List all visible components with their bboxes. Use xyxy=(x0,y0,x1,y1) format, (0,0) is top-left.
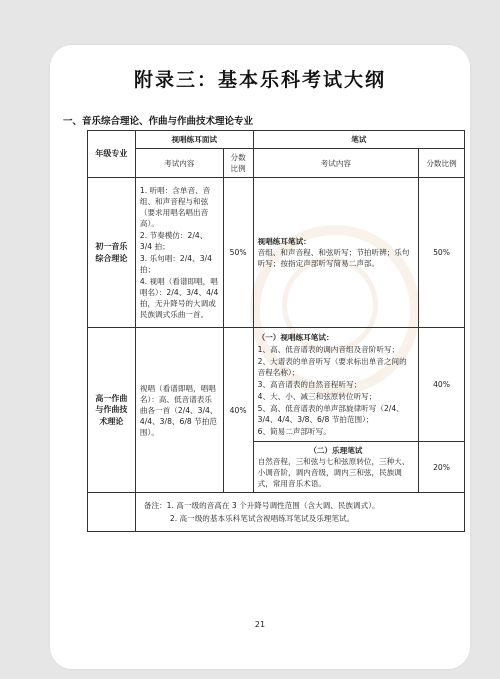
written-part2-cell xyxy=(253,442,418,493)
exam-outline-table xyxy=(87,130,465,532)
written-text: 音组、和声音程、和弦听写；节拍听辨；乐句听写；按指定声部听写简易二声部。 xyxy=(257,248,410,268)
oral-content-cell: 视唱（看谱即唱，唱唱名）：高、低音谱表乐曲各一首（2/4、3/4、4/4、3/8、6/8 节拍范围）。 xyxy=(135,328,223,493)
written-part1-cell xyxy=(253,328,418,442)
oral-ratio-cell: 50% xyxy=(223,178,253,328)
notes-row xyxy=(88,493,465,532)
header-written-exam: 笔试 xyxy=(253,131,464,149)
header-oral-exam: 视唱练耳面试 xyxy=(135,131,253,149)
list-item: 1. 听唱：含单音、音组、和声音程与和弦（要求用唱名唱出音高）。 xyxy=(139,186,211,228)
header-ratio: 分数比例 xyxy=(223,149,253,178)
list-item: 2、大谱表的单音听写（要求标出单音之间的音程名称）； xyxy=(257,357,407,377)
written-part1-ratio: 40% xyxy=(419,328,465,442)
notes-spacer xyxy=(88,493,136,532)
header-ratio-written: 分数比例 xyxy=(419,149,465,178)
table-header-row xyxy=(88,131,465,149)
table-row xyxy=(88,178,465,328)
list-item: 6、简易二声部听写。 xyxy=(257,427,331,436)
grade-cell: 高一作曲与作曲技术理论 xyxy=(88,328,136,493)
written-part2-heading: （二）乐理笔试 xyxy=(309,446,363,455)
written-part2-text: 自然音程，三和弦与七和弦原转位，三种大、小调音阶，调内音级，调内三和弦，民族调式，常用音乐术语。 xyxy=(257,457,410,488)
oral-ratio-cell: 40% xyxy=(223,328,253,493)
list-item: 4、大、小、减三和弦原转位听写； xyxy=(257,392,377,401)
written-ratio-cell: 50% xyxy=(419,178,465,328)
written-part2-ratio: 20% xyxy=(419,442,465,493)
oral-content-cell xyxy=(135,178,223,328)
written-part1-heading: （一）视唱练耳笔试： xyxy=(257,333,334,342)
notes-cell xyxy=(135,493,464,532)
header-content: 考试内容 xyxy=(135,149,223,178)
page-number: 21 xyxy=(254,620,266,629)
written-heading: 视唱练耳笔试： xyxy=(257,237,311,246)
section-heading: 一、音乐综合理论、作曲与作曲技术理论专业 xyxy=(63,116,254,127)
header-grade: 年级专业 xyxy=(88,131,136,178)
list-item: 5、高、低音谱表的单声部旋律听写（2/4、3/4、4/4、3/8、6/8 节拍范围）； xyxy=(257,404,404,424)
document-page xyxy=(50,45,470,669)
note-line: 备注：1. 高一级的音高在 3 个升降号调性范围（含大调、民族调式）。 xyxy=(143,501,380,510)
table-subheader-row xyxy=(88,149,465,178)
written-content-cell xyxy=(253,178,418,328)
page-title: 附录三：基本乐科考试大纲 xyxy=(133,69,386,91)
list-item: 4. 视唱（看谱即唱，唱唱名）：2/4、3/4、4/4 拍，无升降号的大调或民族调式乐曲一首。 xyxy=(139,277,219,319)
list-item: 1、高、低音谱表的调内音组及音阶听写； xyxy=(257,345,400,354)
list-item: 2. 节奏模仿：2/4、3/4 拍； xyxy=(139,231,208,251)
table-row xyxy=(88,328,465,442)
grade-cell: 初一音乐综合理论 xyxy=(88,178,136,328)
list-item: 3、高音谱表的自然音程听写； xyxy=(257,380,362,389)
header-content-written: 考试内容 xyxy=(253,149,418,178)
list-item: 3. 乐句唱：2/4、3/4 拍； xyxy=(139,254,212,274)
note-line: 2. 高一级的基本乐科笔试含视唱练耳笔试及乐理笔试。 xyxy=(169,514,355,523)
